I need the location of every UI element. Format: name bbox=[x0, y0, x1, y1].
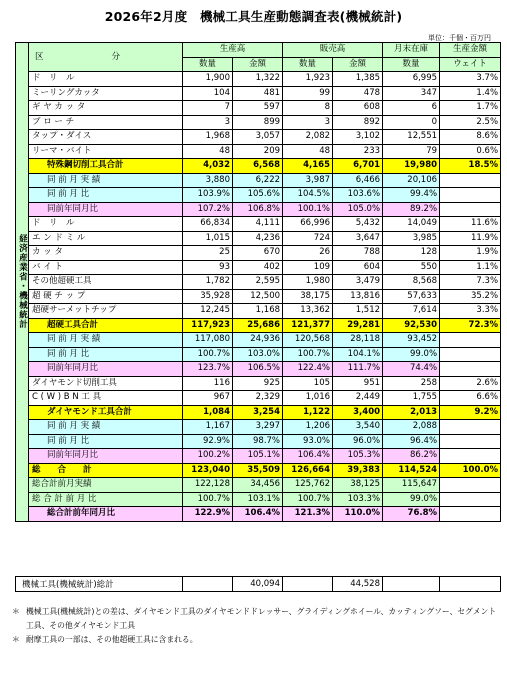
row-label: 同前年同月比 bbox=[29, 202, 183, 217]
sales-qty-cell: 3 bbox=[283, 115, 333, 130]
inventory-qty-cell: 96.4% bbox=[383, 434, 440, 449]
category-header: 区 分 bbox=[29, 43, 183, 72]
weight-cell bbox=[440, 362, 501, 377]
production-amount-cell: 3,254 bbox=[233, 405, 283, 420]
sales-qty-cell: 106.4% bbox=[283, 449, 333, 464]
weight-cell: 6.6% bbox=[440, 391, 501, 406]
production-amount-cell: 34,456 bbox=[233, 478, 283, 493]
production-qty-cell: 123,040 bbox=[183, 463, 233, 478]
weight-cell bbox=[440, 347, 501, 362]
production-qty-cell: 100.7% bbox=[183, 492, 233, 507]
table-row bbox=[16, 347, 501, 362]
inventory-qty-cell: 0 bbox=[383, 115, 440, 130]
row-label: エ ン ド ミ ル bbox=[29, 231, 183, 246]
production-amount-cell: 105.1% bbox=[233, 449, 283, 464]
weight-cell: 0.6% bbox=[440, 144, 501, 159]
sales-amount-cell: 39,383 bbox=[333, 463, 383, 478]
sales-amount-cell: 29,281 bbox=[333, 318, 383, 333]
table-row bbox=[16, 333, 501, 348]
table-row bbox=[16, 304, 501, 319]
sales-qty-header: 数量 bbox=[283, 57, 333, 72]
production-amount-cell: 25,686 bbox=[233, 318, 283, 333]
weight-cell bbox=[440, 492, 501, 507]
production-qty-cell: 117,080 bbox=[183, 333, 233, 348]
weight-cell: 2.6% bbox=[440, 376, 501, 391]
weight-cell: 35.2% bbox=[440, 289, 501, 304]
table-row bbox=[16, 246, 501, 261]
row-label: 同前年同月比 bbox=[29, 449, 183, 464]
note-2 bbox=[12, 633, 502, 647]
weight-cell: 11.6% bbox=[440, 217, 501, 232]
table-row bbox=[16, 144, 501, 159]
row-label: タップ・ダイス bbox=[29, 130, 183, 145]
sales-qty-cell: 120,568 bbox=[283, 333, 333, 348]
row-label: 総合計前年同月比 bbox=[29, 507, 183, 522]
weight-cell: 1.7% bbox=[440, 101, 501, 116]
weight-cell bbox=[440, 434, 501, 449]
inventory-qty-cell: 57,633 bbox=[383, 289, 440, 304]
row-label: 同 前 月 比 bbox=[29, 347, 183, 362]
production-amount-cell: 3,297 bbox=[233, 420, 283, 435]
sales-qty-cell: 3,987 bbox=[283, 173, 333, 188]
sales-amount-cell: 110.0% bbox=[333, 507, 383, 522]
production-qty-cell: 25 bbox=[183, 246, 233, 261]
table-row bbox=[16, 130, 501, 145]
production-amount-cell: 925 bbox=[233, 376, 283, 391]
production-qty-cell: 123.7% bbox=[183, 362, 233, 377]
production-amount-cell: 481 bbox=[233, 86, 283, 101]
production-amount-cell: 106.4% bbox=[233, 507, 283, 522]
inventory-header: 月末在庫 bbox=[383, 43, 440, 58]
production-qty-cell: 7 bbox=[183, 101, 233, 116]
production-amount-cell: 2,595 bbox=[233, 275, 283, 290]
note-text: 機械工具(機械統計)との差は、ダイヤモンド工具のダイヤモンドドレッサー、グライディングホイール、カッティングソー、セグメント工具、その他ダイヤモンド工具 bbox=[26, 607, 497, 630]
inventory-qty-cell: 258 bbox=[383, 376, 440, 391]
production-amount-cell: 24,936 bbox=[233, 333, 283, 348]
sales-amount-cell: 3,540 bbox=[333, 420, 383, 435]
sales-amount-header: 金額 bbox=[333, 57, 383, 72]
inventory-qty-header: 数量 bbox=[383, 57, 440, 72]
weight-cell bbox=[440, 173, 501, 188]
row-label: ダイヤモンド工具合計 bbox=[29, 405, 183, 420]
sales-qty-cell: 1,923 bbox=[283, 72, 333, 87]
production-qty-cell: 117,923 bbox=[183, 318, 233, 333]
production-qty-cell: 92.9% bbox=[183, 434, 233, 449]
production-amount-cell: 899 bbox=[233, 115, 283, 130]
sales-amount-cell: 3,647 bbox=[333, 231, 383, 246]
production-amount-cell: 103.0% bbox=[233, 347, 283, 362]
inventory-qty-cell: 89.2% bbox=[383, 202, 440, 217]
table-row bbox=[16, 376, 501, 391]
production-qty-cell: 1,900 bbox=[183, 72, 233, 87]
production-qty-cell: 35,928 bbox=[183, 289, 233, 304]
sales-amount-cell: 38,125 bbox=[333, 478, 383, 493]
weight-cell: 7.3% bbox=[440, 275, 501, 290]
row-label: 同前年同月比 bbox=[29, 362, 183, 377]
inventory-qty-cell: 2,013 bbox=[383, 405, 440, 420]
sales-qty-cell: 8 bbox=[283, 101, 333, 116]
sales-qty-cell: 1,980 bbox=[283, 275, 333, 290]
production-qty-cell: 967 bbox=[183, 391, 233, 406]
inventory-qty-cell: 115,647 bbox=[383, 478, 440, 493]
table-row bbox=[16, 260, 501, 275]
inventory-qty-cell: 347 bbox=[383, 86, 440, 101]
inventory-qty-cell: 99.0% bbox=[383, 492, 440, 507]
production-amount-cell: 670 bbox=[233, 246, 283, 261]
sales-qty-cell: 105 bbox=[283, 376, 333, 391]
production-qty-cell: 1,015 bbox=[183, 231, 233, 246]
table-row bbox=[16, 362, 501, 377]
machine-tools-total-label: 機械工具(機械統計)総計 bbox=[16, 577, 183, 592]
production-qty-cell: 1,782 bbox=[183, 275, 233, 290]
sales-amount-cell: 96.0% bbox=[333, 434, 383, 449]
production-amount-cell: 1,168 bbox=[233, 304, 283, 319]
sales-amount-cell: 608 bbox=[333, 101, 383, 116]
inventory-qty-cell: 7,614 bbox=[383, 304, 440, 319]
table-row bbox=[16, 507, 501, 522]
sales-amount-cell: 604 bbox=[333, 260, 383, 275]
sales-amount-cell: 3,479 bbox=[333, 275, 383, 290]
side-label: 経済産業省・機械統計 bbox=[16, 43, 29, 522]
note-mark: ＊ bbox=[12, 635, 20, 644]
sales-qty-cell: 26 bbox=[283, 246, 333, 261]
production-amount-header: 金額 bbox=[233, 57, 283, 72]
inventory-qty-cell: 93,452 bbox=[383, 333, 440, 348]
table-row bbox=[16, 420, 501, 435]
inventory-qty-cell: 86.2% bbox=[383, 449, 440, 464]
blank-cell bbox=[440, 577, 501, 592]
inventory-qty-cell: 76.8% bbox=[383, 507, 440, 522]
note-mark: ＊ bbox=[12, 607, 20, 616]
table-row bbox=[16, 115, 501, 130]
blank-cell bbox=[283, 577, 333, 592]
weight-cell: 1.9% bbox=[440, 246, 501, 261]
weight-cell bbox=[440, 478, 501, 493]
inventory-qty-cell: 19,980 bbox=[383, 159, 440, 174]
sales-qty-cell: 13,362 bbox=[283, 304, 333, 319]
weight-cell bbox=[440, 449, 501, 464]
sales-amount-cell: 103.3% bbox=[333, 492, 383, 507]
sales-amount-cell: 6,466 bbox=[333, 173, 383, 188]
machine-tools-sales-amount: 44,528 bbox=[333, 577, 383, 592]
sales-amount-cell: 233 bbox=[333, 144, 383, 159]
production-qty-cell: 1,167 bbox=[183, 420, 233, 435]
sales-qty-cell: 100.7% bbox=[283, 492, 333, 507]
table-row bbox=[16, 289, 501, 304]
sales-qty-cell: 93.0% bbox=[283, 434, 333, 449]
total-row bbox=[16, 405, 501, 420]
inventory-qty-cell: 6 bbox=[383, 101, 440, 116]
production-qty-cell: 100.7% bbox=[183, 347, 233, 362]
sales-qty-cell: 1,206 bbox=[283, 420, 333, 435]
inventory-qty-cell: 128 bbox=[383, 246, 440, 261]
table-row bbox=[16, 202, 501, 217]
row-label: 同 前 月 比 bbox=[29, 434, 183, 449]
sales-qty-cell: 2,082 bbox=[283, 130, 333, 145]
weight-cell bbox=[440, 202, 501, 217]
production-qty-cell: 1,084 bbox=[183, 405, 233, 420]
sales-amount-cell: 788 bbox=[333, 246, 383, 261]
table-row bbox=[16, 492, 501, 507]
row-label: リーマ・バイト bbox=[29, 144, 183, 159]
production-qty-cell: 107.2% bbox=[183, 202, 233, 217]
inventory-qty-cell: 8,568 bbox=[383, 275, 440, 290]
table-row bbox=[16, 391, 501, 406]
inventory-qty-cell: 114,524 bbox=[383, 463, 440, 478]
row-label: 同 前 月 比 bbox=[29, 188, 183, 203]
sales-qty-cell: 100.1% bbox=[283, 202, 333, 217]
weight-cell: 11.9% bbox=[440, 231, 501, 246]
weight-header: ウェイト bbox=[440, 57, 501, 72]
inventory-qty-cell: 3,985 bbox=[383, 231, 440, 246]
row-label: 総合計前月実績 bbox=[29, 478, 183, 493]
sales-qty-cell: 125,762 bbox=[283, 478, 333, 493]
production-amount-cell: 3,057 bbox=[233, 130, 283, 145]
row-label: ダイヤモンド切削工具 bbox=[29, 376, 183, 391]
machine-tools-production-amount: 40,094 bbox=[233, 577, 283, 592]
unit-note: 単位：千個・百万円 bbox=[428, 34, 491, 42]
production-amount-cell: 106.8% bbox=[233, 202, 283, 217]
sales-amount-cell: 1,385 bbox=[333, 72, 383, 87]
row-label: その他超硬工具 bbox=[29, 275, 183, 290]
production-amount-cell: 106.5% bbox=[233, 362, 283, 377]
report-title: 2026年2月度 機械工具生産動態調査表(機械統計) bbox=[104, 9, 403, 24]
sales-amount-cell: 104.1% bbox=[333, 347, 383, 362]
production-qty-cell: 100.2% bbox=[183, 449, 233, 464]
weight-cell: 72.3% bbox=[440, 318, 501, 333]
table-row bbox=[16, 188, 501, 203]
production-amount-cell: 2,329 bbox=[233, 391, 283, 406]
sales-qty-cell: 4,165 bbox=[283, 159, 333, 174]
inventory-qty-cell: 12,551 bbox=[383, 130, 440, 145]
inventory-qty-cell: 1,755 bbox=[383, 391, 440, 406]
inventory-qty-cell: 6,995 bbox=[383, 72, 440, 87]
row-label: 超 硬 チ ッ プ bbox=[29, 289, 183, 304]
weight-cell: 3.3% bbox=[440, 304, 501, 319]
sales-qty-cell: 122.4% bbox=[283, 362, 333, 377]
sales-amount-cell: 892 bbox=[333, 115, 383, 130]
weight-cell: 1.1% bbox=[440, 260, 501, 275]
production-qty-cell: 66,834 bbox=[183, 217, 233, 232]
weight-cell bbox=[440, 188, 501, 203]
production-qty-cell: 3,880 bbox=[183, 173, 233, 188]
row-label: バ イ ト bbox=[29, 260, 183, 275]
sales-qty-cell: 126,664 bbox=[283, 463, 333, 478]
production-amount-cell: 209 bbox=[233, 144, 283, 159]
production-amount-cell: 4,236 bbox=[233, 231, 283, 246]
production-qty-cell: 93 bbox=[183, 260, 233, 275]
weight-cell: 2.5% bbox=[440, 115, 501, 130]
inventory-qty-cell: 99.0% bbox=[383, 347, 440, 362]
weight-cell: 8.6% bbox=[440, 130, 501, 145]
production-qty-header: 数量 bbox=[183, 57, 233, 72]
production-qty-cell: 122.9% bbox=[183, 507, 233, 522]
sales-amount-cell: 3,102 bbox=[333, 130, 383, 145]
machine-tools-total-row bbox=[16, 577, 501, 592]
inventory-qty-cell: 79 bbox=[383, 144, 440, 159]
inventory-qty-cell: 2,088 bbox=[383, 420, 440, 435]
production-qty-cell: 116 bbox=[183, 376, 233, 391]
production-qty-cell: 3 bbox=[183, 115, 233, 130]
sales-qty-cell: 48 bbox=[283, 144, 333, 159]
production-qty-cell: 4,032 bbox=[183, 159, 233, 174]
weight-cell: 9.2% bbox=[440, 405, 501, 420]
row-label: 総 合 計 前 月 比 bbox=[29, 492, 183, 507]
row-label: ド リ ル bbox=[29, 217, 183, 232]
sales-amount-cell: 3,400 bbox=[333, 405, 383, 420]
inventory-qty-cell: 74.4% bbox=[383, 362, 440, 377]
sales-amount-cell: 5,432 bbox=[333, 217, 383, 232]
row-label: ブ ロ ー チ bbox=[29, 115, 183, 130]
sales-qty-cell: 1,016 bbox=[283, 391, 333, 406]
production-amount-cell: 597 bbox=[233, 101, 283, 116]
value-share-header: 生産金額 bbox=[440, 43, 501, 58]
production-amount-cell: 402 bbox=[233, 260, 283, 275]
table-row bbox=[16, 217, 501, 232]
production-qty-cell: 103.9% bbox=[183, 188, 233, 203]
weight-cell bbox=[440, 333, 501, 348]
weight-cell: 3.7% bbox=[440, 72, 501, 87]
weight-cell: 18.5% bbox=[440, 159, 501, 174]
sales-amount-cell: 105.0% bbox=[333, 202, 383, 217]
sales-qty-cell: 99 bbox=[283, 86, 333, 101]
table-row bbox=[16, 275, 501, 290]
table-row bbox=[16, 72, 501, 87]
sales-qty-cell: 66,996 bbox=[283, 217, 333, 232]
production-amount-cell: 1,322 bbox=[233, 72, 283, 87]
production-amount-cell: 105.6% bbox=[233, 188, 283, 203]
inventory-qty-cell: 99.4% bbox=[383, 188, 440, 203]
table-row bbox=[16, 101, 501, 116]
header-row-1 bbox=[16, 43, 501, 58]
row-label: 同 前 月 実 績 bbox=[29, 333, 183, 348]
blank-cell bbox=[183, 577, 233, 592]
row-label: ギ ヤ カ ッ タ bbox=[29, 101, 183, 116]
row-label: C ( W ) B N 工 具 bbox=[29, 391, 183, 406]
table-row bbox=[16, 434, 501, 449]
sales-qty-cell: 38,175 bbox=[283, 289, 333, 304]
row-label: 特殊鋼切削工具合計 bbox=[29, 159, 183, 174]
table-row bbox=[16, 231, 501, 246]
row-label: 超硬工具合計 bbox=[29, 318, 183, 333]
row-label: 同 前 月 実 績 bbox=[29, 420, 183, 435]
sales-qty-cell: 121,377 bbox=[283, 318, 333, 333]
production-qty-cell: 1,968 bbox=[183, 130, 233, 145]
row-label: 総 合 計 bbox=[29, 463, 183, 478]
row-label: 超硬サーメットチップ bbox=[29, 304, 183, 319]
total-row bbox=[16, 463, 501, 478]
production-amount-cell: 103.1% bbox=[233, 492, 283, 507]
sales-qty-cell: 121.3% bbox=[283, 507, 333, 522]
production-qty-cell: 12,245 bbox=[183, 304, 233, 319]
notes bbox=[12, 605, 502, 647]
sales-amount-cell: 1,512 bbox=[333, 304, 383, 319]
weight-cell: 1.4% bbox=[440, 86, 501, 101]
sales-amount-cell: 13,816 bbox=[333, 289, 383, 304]
weight-cell: 100.0% bbox=[440, 463, 501, 478]
blank-cell bbox=[383, 577, 440, 592]
production-qty-cell: 104 bbox=[183, 86, 233, 101]
inventory-qty-cell: 550 bbox=[383, 260, 440, 275]
statistics-table bbox=[15, 42, 501, 522]
sales-header: 販売高 bbox=[283, 43, 383, 58]
total-row bbox=[16, 159, 501, 174]
sales-qty-cell: 104.5% bbox=[283, 188, 333, 203]
row-label: カ ッ タ bbox=[29, 246, 183, 261]
production-qty-cell: 48 bbox=[183, 144, 233, 159]
production-amount-cell: 4,111 bbox=[233, 217, 283, 232]
sales-amount-cell: 951 bbox=[333, 376, 383, 391]
production-amount-cell: 98.7% bbox=[233, 434, 283, 449]
sales-amount-cell: 28,118 bbox=[333, 333, 383, 348]
production-qty-cell: 122,128 bbox=[183, 478, 233, 493]
inventory-qty-cell: 20,106 bbox=[383, 173, 440, 188]
sales-qty-cell: 1,122 bbox=[283, 405, 333, 420]
total-row bbox=[16, 318, 501, 333]
production-amount-cell: 6,222 bbox=[233, 173, 283, 188]
sales-amount-cell: 105.3% bbox=[333, 449, 383, 464]
sales-amount-cell: 478 bbox=[333, 86, 383, 101]
weight-cell bbox=[440, 420, 501, 435]
production-amount-cell: 12,500 bbox=[233, 289, 283, 304]
inventory-qty-cell: 14,049 bbox=[383, 217, 440, 232]
sales-amount-cell: 2,449 bbox=[333, 391, 383, 406]
sales-qty-cell: 724 bbox=[283, 231, 333, 246]
sales-qty-cell: 109 bbox=[283, 260, 333, 275]
table-row bbox=[16, 86, 501, 101]
production-amount-cell: 35,509 bbox=[233, 463, 283, 478]
sales-amount-cell: 111.7% bbox=[333, 362, 383, 377]
note-1 bbox=[12, 605, 502, 633]
sales-amount-cell: 6,701 bbox=[333, 159, 383, 174]
row-label: ド リ ル bbox=[29, 72, 183, 87]
sales-amount-cell: 103.6% bbox=[333, 188, 383, 203]
table-row bbox=[16, 478, 501, 493]
machine-tools-total-table bbox=[15, 576, 501, 592]
table-row bbox=[16, 449, 501, 464]
inventory-qty-cell: 92,530 bbox=[383, 318, 440, 333]
production-header: 生産高 bbox=[183, 43, 283, 58]
table-row bbox=[16, 173, 501, 188]
row-label: ミーリングカッタ bbox=[29, 86, 183, 101]
note-text: 耐摩工具の一部は、その他超硬工具に含まれる。 bbox=[26, 635, 198, 644]
sales-qty-cell: 100.7% bbox=[283, 347, 333, 362]
production-amount-cell: 6,568 bbox=[233, 159, 283, 174]
row-label: 同 前 月 実 績 bbox=[29, 173, 183, 188]
weight-cell bbox=[440, 507, 501, 522]
